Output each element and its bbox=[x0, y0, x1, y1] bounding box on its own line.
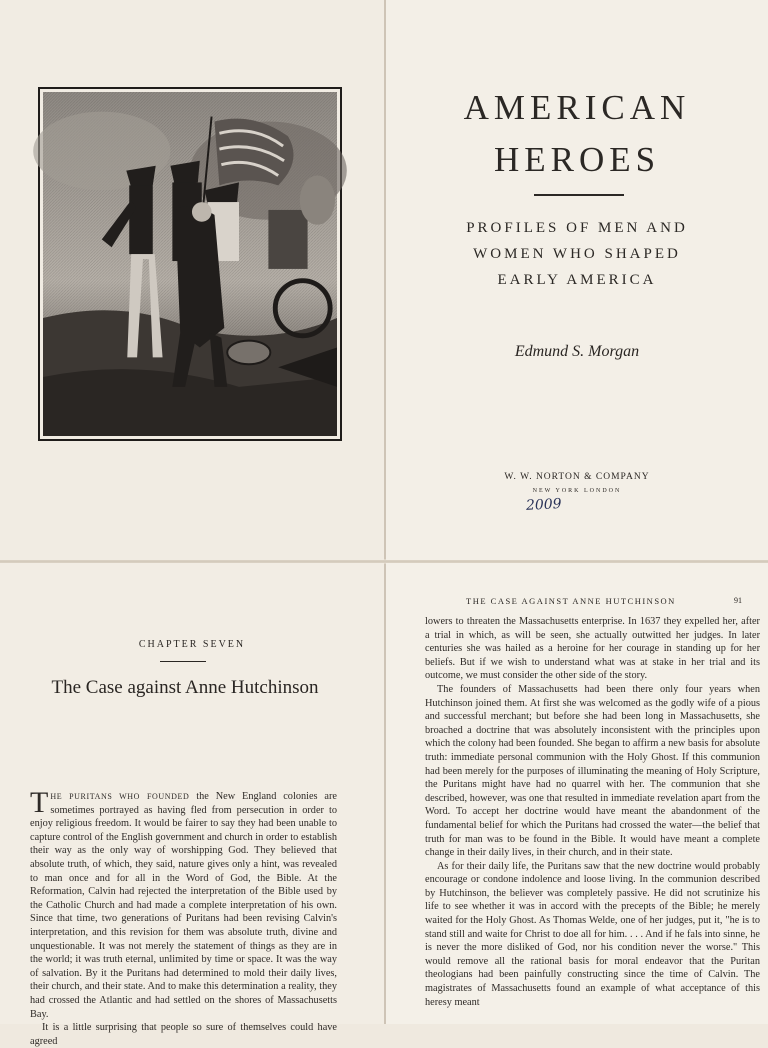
title-page bbox=[386, 0, 768, 560]
author-name: Edmund S. Morgan bbox=[514, 343, 640, 360]
chapter-opening-page bbox=[0, 563, 384, 1047]
subtitle-line-1: PROFILES OF MEN AND bbox=[466, 220, 688, 236]
page-91-body-text bbox=[425, 615, 760, 1009]
opening-small-caps: HE PURITANS WHO FOUNDED bbox=[50, 792, 190, 801]
frontispiece-page bbox=[0, 0, 384, 560]
frontispiece-engraving bbox=[38, 87, 342, 441]
page-91-paragraph-3: As for their daily life, the Puritans saw that the new doctrine would probably encourage or condone indolence and loose living. In the communion described by Hutchinson, the believer was completely passive. He did not scrutinize his life to see whether it was in accord with the precepts of the Bible; he merely waited for the Holy Ghost. As Thomas Welde, one of her judges, put it, "he is to stand still and waite for Christ to doe all for him. . . . And if he fals into sinne, he is never the more disliked of God, nor his condition never the worse." This would remove all the rational basis for moral endeavor that the Puritan theologians had been painfully constructing since the time of Calvin. The magistrates of Massachusetts found an example of what acceptance of this heresy meant bbox=[425, 860, 760, 1008]
chapter-body-text bbox=[30, 786, 337, 1048]
page-91-paragraph-2: The founders of Massachusetts had been there only four years when Hutchinson joined them. At first she was welcomed as the godly wife of a pious and successful merchant; but before she had been long in Massachusetts, she broached a doctrine that was absolutely inconsistent with the principles upon which the colony had been founded. She began to affirm a new basis for absolute truth: immediate personal communion with the Holy Ghost. If this communion had been merely for the purposes of illuminating the meaning of Holy Scripture, the Puritans might have had no quarrel with her. The communion that she described, however, was one that resulted in immediate revelation apart from the Word. To accept her doctrine would have meant the abandonment of the fundamental belief for which the Puritans had crossed the water—the belief that truth for man was to be found in the Bible. It would have meant a complete change in their daily lives, in their church, and in their state. bbox=[425, 683, 760, 859]
chapter-divider bbox=[160, 661, 206, 662]
publisher-name: W. W. NORTON & COMPANY bbox=[504, 472, 650, 482]
book-title-line-1: AMERICAN bbox=[463, 88, 691, 127]
page-number: 91 bbox=[734, 596, 742, 605]
title-divider bbox=[534, 194, 624, 196]
book-title-line-2: HEROES bbox=[493, 140, 661, 179]
subtitle-line-3: EARLY AMERICA bbox=[497, 272, 657, 288]
drop-cap: T bbox=[30, 786, 49, 819]
chapter-number: CHAPTER SEVEN bbox=[138, 639, 246, 650]
paragraph-1-text: the New England colonies are sometimes portrayed as having fled from persecution in order to enjoy religious freedom. It would be fairer to say they had been unable to capture control of the English government and church in order to establish their way as the only way of worshipping God. They believed that absolute truth, of which, they said, nature gives only a hint, was revealed to man once and for all in the Word of God, the Bible. At the Reformation, Calvin had rejected the interpretation of the Bible used by the Catholic Church and had made a complete interpretation of his own. Since that time, two generations of Puritans had been revising Calvin's interpretation, and this revision for them was absolute truth, divine and unquestionable. It was not merely the statement of things as they are in the world; it was truth eternal, unlimited by time or space. It was the way of salvation. By it the Puritans had determined to mold their daily lives, their church, and their state. And to make this determination a reality, they had crossed the Atlantic and had settled on the shores of Massachusetts Bay. bbox=[30, 791, 337, 1020]
handwritten-year: 2009 bbox=[525, 496, 563, 514]
running-head: THE CASE AGAINST ANNE HUTCHINSON bbox=[466, 596, 676, 606]
subtitle-line-2: WOMEN WHO SHAPED bbox=[473, 246, 681, 262]
chapter-paragraph-2: It is a little surprising that people so sure of themselves could have agreed bbox=[30, 1022, 337, 1047]
chapter-paragraph-1 bbox=[30, 786, 337, 1021]
publisher-cities: NEW YORK LONDON bbox=[532, 488, 622, 494]
page-91-paragraph-1: lowers to threaten the Massachusetts enterprise. In 1637 they expelled her, after a trial in which, as will be seen, she actually outwitted her judges. In later centuries she was hailed as a heroine for her courage in standing up for her beliefs. But if we wish to understand what was at stake in her trial and its outcome, we must consider the other side of the story. bbox=[425, 616, 760, 682]
page-91 bbox=[386, 563, 768, 1024]
chapter-title: The Case against Anne Hutchinson bbox=[51, 677, 319, 698]
engraving-illustration bbox=[43, 92, 337, 436]
